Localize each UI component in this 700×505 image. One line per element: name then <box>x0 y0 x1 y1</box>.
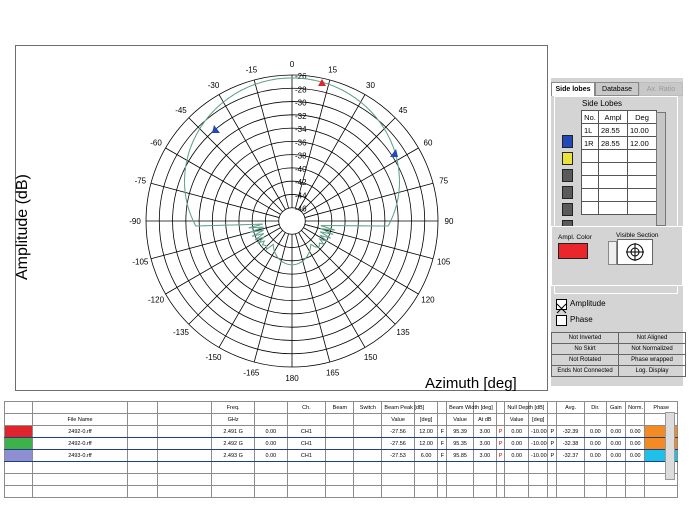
column-header <box>5 402 33 414</box>
grid-spoke <box>254 80 288 208</box>
beam-width-value: 95.35 <box>447 438 474 450</box>
cell <box>438 486 447 498</box>
file-table <box>4 401 678 498</box>
cell <box>438 462 447 474</box>
angle-tick-label: -135 <box>172 328 189 338</box>
cell <box>326 474 354 486</box>
cell <box>626 462 645 474</box>
radial-tick-label: -44 <box>295 191 307 201</box>
cell <box>382 486 414 498</box>
column-header <box>626 414 645 426</box>
dir: 0.00 <box>585 426 607 438</box>
column-header <box>127 414 157 426</box>
color-section <box>551 226 683 286</box>
null-depth-value: 0.00 <box>505 450 529 462</box>
file-name: 2492-0.rff <box>33 426 128 438</box>
lobe-deg: 10.00 <box>628 124 657 137</box>
angle-tick-label: -30 <box>207 81 220 91</box>
norm: 0.00 <box>626 450 645 462</box>
channel: CH1 <box>287 450 326 462</box>
switch <box>354 426 382 438</box>
null-depth-value: 0.00 <box>505 426 529 438</box>
beam-width-at-db: 3.00 <box>474 426 497 438</box>
cell <box>548 474 557 486</box>
column-header <box>158 402 212 414</box>
angle-tick-label: -45 <box>175 105 187 115</box>
angle-tick-label: 150 <box>363 352 378 362</box>
radial-tick-label: -26 <box>295 72 307 81</box>
null-depth-deg: -10.00 <box>529 438 548 450</box>
cell <box>212 474 255 486</box>
cell <box>5 474 33 486</box>
angle-tick-label: 0 <box>289 60 295 69</box>
column-header <box>557 414 585 426</box>
column-header <box>326 414 354 426</box>
beam <box>326 438 354 450</box>
radial-tick-label: -32 <box>295 111 307 121</box>
status-display: Log. Display <box>619 366 686 377</box>
cell <box>557 486 585 498</box>
cell <box>33 462 128 474</box>
cell <box>606 462 625 474</box>
grid-spoke <box>219 232 285 347</box>
switch <box>354 450 382 462</box>
radial-tick-label: -30 <box>295 98 307 108</box>
table-row <box>5 486 678 498</box>
column-header: Null Depth [dB] <box>505 402 529 414</box>
cell <box>127 450 157 462</box>
beam <box>326 450 354 462</box>
column-header: Value <box>382 414 414 426</box>
flag: P <box>548 450 557 462</box>
lobe-no: 1L <box>582 124 599 137</box>
grid-spoke <box>305 224 433 258</box>
cell <box>606 486 625 498</box>
status-ends: Ends Not Connected <box>552 366 619 377</box>
radial-tick-label: -34 <box>295 125 307 135</box>
avg: -32.39 <box>557 426 585 438</box>
cell <box>127 474 157 486</box>
angle-tick-label: -105 <box>132 257 149 267</box>
cell <box>548 462 557 474</box>
column-header <box>585 414 607 426</box>
switch <box>354 438 382 450</box>
cell <box>438 474 447 486</box>
table-row[interactable] <box>582 124 657 137</box>
angle-tick-label: 135 <box>396 328 410 338</box>
norm: 0.00 <box>626 426 645 438</box>
table-row <box>5 474 678 486</box>
column-header <box>287 414 326 426</box>
freq: 2.492 G <box>212 438 255 450</box>
angle-tick-label: -150 <box>205 352 222 362</box>
freq: 2.491 G <box>212 426 255 438</box>
cell <box>33 474 128 486</box>
cell <box>287 462 326 474</box>
grid-spoke <box>189 230 283 324</box>
cell <box>496 462 505 474</box>
beam-peak-value: -27.53 <box>382 450 414 462</box>
cell <box>585 474 607 486</box>
column-header <box>255 414 287 426</box>
lobe-swatches <box>562 135 572 237</box>
beam-width-at-db: 3.00 <box>474 450 497 462</box>
file-name: 2492-0.rff <box>33 438 128 450</box>
column-header: Phase <box>645 402 678 414</box>
cell <box>626 474 645 486</box>
column-header <box>354 414 382 426</box>
angle-tick-label: 45 <box>398 105 408 115</box>
value: 0.00 <box>255 426 287 438</box>
column-header <box>127 402 157 414</box>
table-row[interactable] <box>5 450 678 462</box>
angle-tick-label: 60 <box>423 138 433 148</box>
column-header: GHz <box>212 414 255 426</box>
cell <box>414 462 438 474</box>
visible-section-label: Visible Section <box>616 232 659 239</box>
grid-spoke <box>301 118 395 212</box>
norm: 0.00 <box>626 438 645 450</box>
flag: P <box>548 426 557 438</box>
cell <box>212 486 255 498</box>
gain: 0.00 <box>606 450 625 462</box>
flag: P <box>496 438 505 450</box>
grid-spoke <box>301 230 395 324</box>
grid-spoke <box>299 232 365 347</box>
flag: F <box>438 438 447 450</box>
flag: F <box>438 450 447 462</box>
null-depth-value: 0.00 <box>505 438 529 450</box>
column-header <box>158 414 212 426</box>
column-header: File Name <box>33 414 128 426</box>
cell <box>474 462 497 474</box>
swatch-blue[interactable] <box>562 135 573 148</box>
lobe-no: 1R <box>582 137 599 150</box>
cell <box>158 426 212 438</box>
radial-tick-label: -42 <box>295 178 307 188</box>
column-header <box>496 402 505 414</box>
amplitude-checkbox[interactable] <box>556 299 567 310</box>
swatch-empty[interactable] <box>562 186 573 199</box>
avg: -32.38 <box>557 438 585 450</box>
cell <box>127 438 157 450</box>
column-header: Freq. <box>212 402 255 414</box>
column-header: Norm. <box>626 402 645 414</box>
table-row[interactable] <box>582 137 657 150</box>
column-header <box>548 402 557 414</box>
status-phase: Phase wrapped <box>619 355 686 366</box>
cell <box>496 486 505 498</box>
swatch-empty[interactable] <box>562 169 573 182</box>
grid-spoke <box>305 183 433 217</box>
beam <box>326 426 354 438</box>
radial-tick-label: -40 <box>295 164 307 174</box>
status-inverted: Not Inverted <box>552 333 619 344</box>
cell <box>414 474 438 486</box>
cell <box>529 474 548 486</box>
channel: CH1 <box>287 438 326 450</box>
cell <box>158 462 212 474</box>
column-header <box>5 414 33 426</box>
crosshair-icon <box>618 240 652 264</box>
cell <box>354 474 382 486</box>
angle-tick-label: 30 <box>366 81 375 91</box>
column-header: At dB <box>474 414 497 426</box>
table-row <box>582 189 657 202</box>
cell <box>447 486 474 498</box>
cell <box>255 462 287 474</box>
column-header <box>255 402 287 414</box>
angle-tick-label: 15 <box>328 65 338 75</box>
column-header <box>33 402 128 414</box>
radial-tick-label: -28 <box>295 85 307 95</box>
column-header: Beam Width [deg] <box>447 402 474 414</box>
grid-spoke <box>166 148 281 214</box>
cell <box>474 474 497 486</box>
tab-strip <box>551 82 683 96</box>
angle-tick-label: -75 <box>134 176 147 186</box>
angle-tick-label: -90 <box>129 217 141 226</box>
angle-tick-label: 165 <box>325 368 340 378</box>
flag: P <box>496 450 505 462</box>
grid-spoke <box>303 148 418 214</box>
y-axis-label: Amplitude (dB) <box>14 174 31 280</box>
phase-checkbox[interactable] <box>556 315 567 326</box>
beam-width-value: 95.85 <box>447 450 474 462</box>
column-header: Switch <box>354 402 382 414</box>
table-row[interactable] <box>5 438 678 450</box>
avg: -32.37 <box>557 450 585 462</box>
grid-spoke <box>303 228 418 294</box>
cell <box>529 462 548 474</box>
cell <box>414 486 438 498</box>
angle-tick-label: 90 <box>444 217 454 226</box>
cell <box>474 486 497 498</box>
column-header: Value <box>447 414 474 426</box>
ampl-color-swatch[interactable] <box>558 243 588 259</box>
section-spinner[interactable] <box>608 241 617 265</box>
polar-plot-frame <box>15 45 548 391</box>
dir: 0.00 <box>585 450 607 462</box>
radial-tick-label: -38 <box>295 151 307 161</box>
gain: 0.00 <box>606 438 625 450</box>
flag: F <box>438 426 447 438</box>
column-header <box>438 402 447 414</box>
display-options <box>551 293 683 331</box>
beam-width-at-db: 3.00 <box>474 438 497 450</box>
table-row <box>582 150 657 163</box>
beam-peak-value: -27.56 <box>382 426 414 438</box>
angle-tick-label: -15 <box>245 65 258 75</box>
gain: 0.00 <box>606 426 625 438</box>
beam-width-value: 95.39 <box>447 426 474 438</box>
table-row <box>582 202 657 215</box>
cell <box>447 462 474 474</box>
beam-peak-deg: 12.00 <box>414 426 438 438</box>
beam-peak-value: -27.56 <box>382 438 414 450</box>
column-header: Ch. <box>287 402 326 414</box>
tab-ax-ratio: Ax. Ratio <box>639 82 683 96</box>
lobe-deg: 12.00 <box>628 137 657 150</box>
cell <box>158 486 212 498</box>
beam-peak-deg: 12.00 <box>414 438 438 450</box>
value: 0.00 <box>255 450 287 462</box>
swatch-yellow[interactable] <box>562 152 573 165</box>
cell <box>606 474 625 486</box>
column-header: Dir. <box>585 402 607 414</box>
table-row <box>582 163 657 176</box>
cell <box>382 474 414 486</box>
grid-spoke <box>151 183 279 217</box>
cell <box>127 426 157 438</box>
cell <box>212 462 255 474</box>
beam-peak-deg: 6.00 <box>414 450 438 462</box>
grid-spoke <box>219 95 285 210</box>
row-color-swatch <box>5 450 33 462</box>
amplitude-label: Amplitude <box>570 299 606 308</box>
cell <box>5 486 33 498</box>
cell <box>354 486 382 498</box>
polar-plot[interactable] <box>16 46 549 392</box>
row-color-swatch <box>5 426 33 438</box>
cell <box>158 474 212 486</box>
lobe-ampl: 28.55 <box>599 124 628 137</box>
cell <box>548 486 557 498</box>
status-rotated: Not Rotated <box>552 355 619 366</box>
cell <box>33 486 128 498</box>
cell <box>447 474 474 486</box>
grid-spoke <box>254 234 288 362</box>
column-header: Avg. <box>557 402 585 414</box>
cell <box>255 474 287 486</box>
angle-tick-label: -60 <box>150 138 162 148</box>
grid-spoke <box>295 234 329 362</box>
status-skirt: No Skirt <box>552 344 619 355</box>
angle-tick-label: -120 <box>148 295 165 305</box>
column-header: Gain <box>606 402 625 414</box>
phase-label: Phase <box>570 315 593 324</box>
cell <box>505 474 529 486</box>
table-header-row <box>5 414 678 426</box>
tab-side-lobes[interactable]: Side lobes <box>551 82 595 96</box>
table-header-row <box>5 402 678 414</box>
flag: P <box>496 426 505 438</box>
x-axis-label: Azimuth [deg] <box>425 375 517 392</box>
freq: 2.493 G <box>212 450 255 462</box>
col-ampl: Ampl <box>599 111 628 124</box>
cell <box>557 474 585 486</box>
radial-tick-label: -46 <box>295 204 307 214</box>
file-table-scrollbar[interactable] <box>665 412 675 480</box>
status-normalized: Not Normalized <box>619 344 686 355</box>
cell <box>557 462 585 474</box>
column-header: [deg] <box>529 414 548 426</box>
cell <box>529 486 548 498</box>
side-lobes-title: Side Lobes <box>582 99 623 108</box>
cell <box>158 438 212 450</box>
column-header: Beam <box>326 402 354 414</box>
cell <box>645 486 678 498</box>
cell <box>127 486 157 498</box>
null-depth-deg: -10.00 <box>529 450 548 462</box>
cell <box>505 462 529 474</box>
row-color-swatch <box>5 438 33 450</box>
table-row[interactable] <box>5 426 678 438</box>
channel: CH1 <box>287 426 326 438</box>
status-table <box>551 332 686 377</box>
cell <box>496 474 505 486</box>
swatch-empty[interactable] <box>562 203 573 216</box>
cell <box>354 462 382 474</box>
column-header <box>496 414 505 426</box>
dir: 0.00 <box>585 438 607 450</box>
grid-spoke <box>189 118 283 212</box>
col-no: No. <box>582 111 599 124</box>
side-lobes-table <box>581 110 657 215</box>
side-lobes-scrollbar[interactable] <box>656 112 666 226</box>
table-row <box>582 176 657 189</box>
lobe-ampl: 28.55 <box>599 137 628 150</box>
column-header: Beam Peak [dB] <box>382 402 414 414</box>
column-header: [deg] <box>414 414 438 426</box>
cell <box>5 462 33 474</box>
value: 0.00 <box>255 438 287 450</box>
column-header: Value <box>505 414 529 426</box>
cell <box>255 486 287 498</box>
cell <box>585 462 607 474</box>
angle-tick-label: 75 <box>439 176 449 186</box>
radial-tick-label: -36 <box>295 138 307 148</box>
cell <box>158 450 212 462</box>
angle-tick-label: 120 <box>421 295 435 305</box>
cell <box>287 474 326 486</box>
flag: P <box>548 438 557 450</box>
column-header <box>548 414 557 426</box>
col-deg: Deg <box>628 111 657 124</box>
column-header <box>606 414 625 426</box>
cell <box>326 462 354 474</box>
angle-tick-label: 105 <box>436 257 451 267</box>
cell <box>505 486 529 498</box>
cell <box>626 486 645 498</box>
ampl-color-label: Ampl. Color <box>558 234 592 241</box>
visible-section-selector[interactable] <box>617 239 653 265</box>
cell <box>287 486 326 498</box>
table-row <box>5 462 678 474</box>
null-depth-deg: -10.00 <box>529 426 548 438</box>
grid-spoke <box>299 95 365 210</box>
column-header <box>438 414 447 426</box>
tab-database[interactable]: Database <box>595 82 639 96</box>
cell <box>585 486 607 498</box>
cell <box>382 462 414 474</box>
angle-tick-label: 180 <box>285 374 299 383</box>
angle-tick-label: -165 <box>243 368 260 378</box>
status-aligned: Not Aligned <box>619 333 686 344</box>
cell <box>326 486 354 498</box>
file-name: 2493-0.rff <box>33 450 128 462</box>
cell <box>127 462 157 474</box>
